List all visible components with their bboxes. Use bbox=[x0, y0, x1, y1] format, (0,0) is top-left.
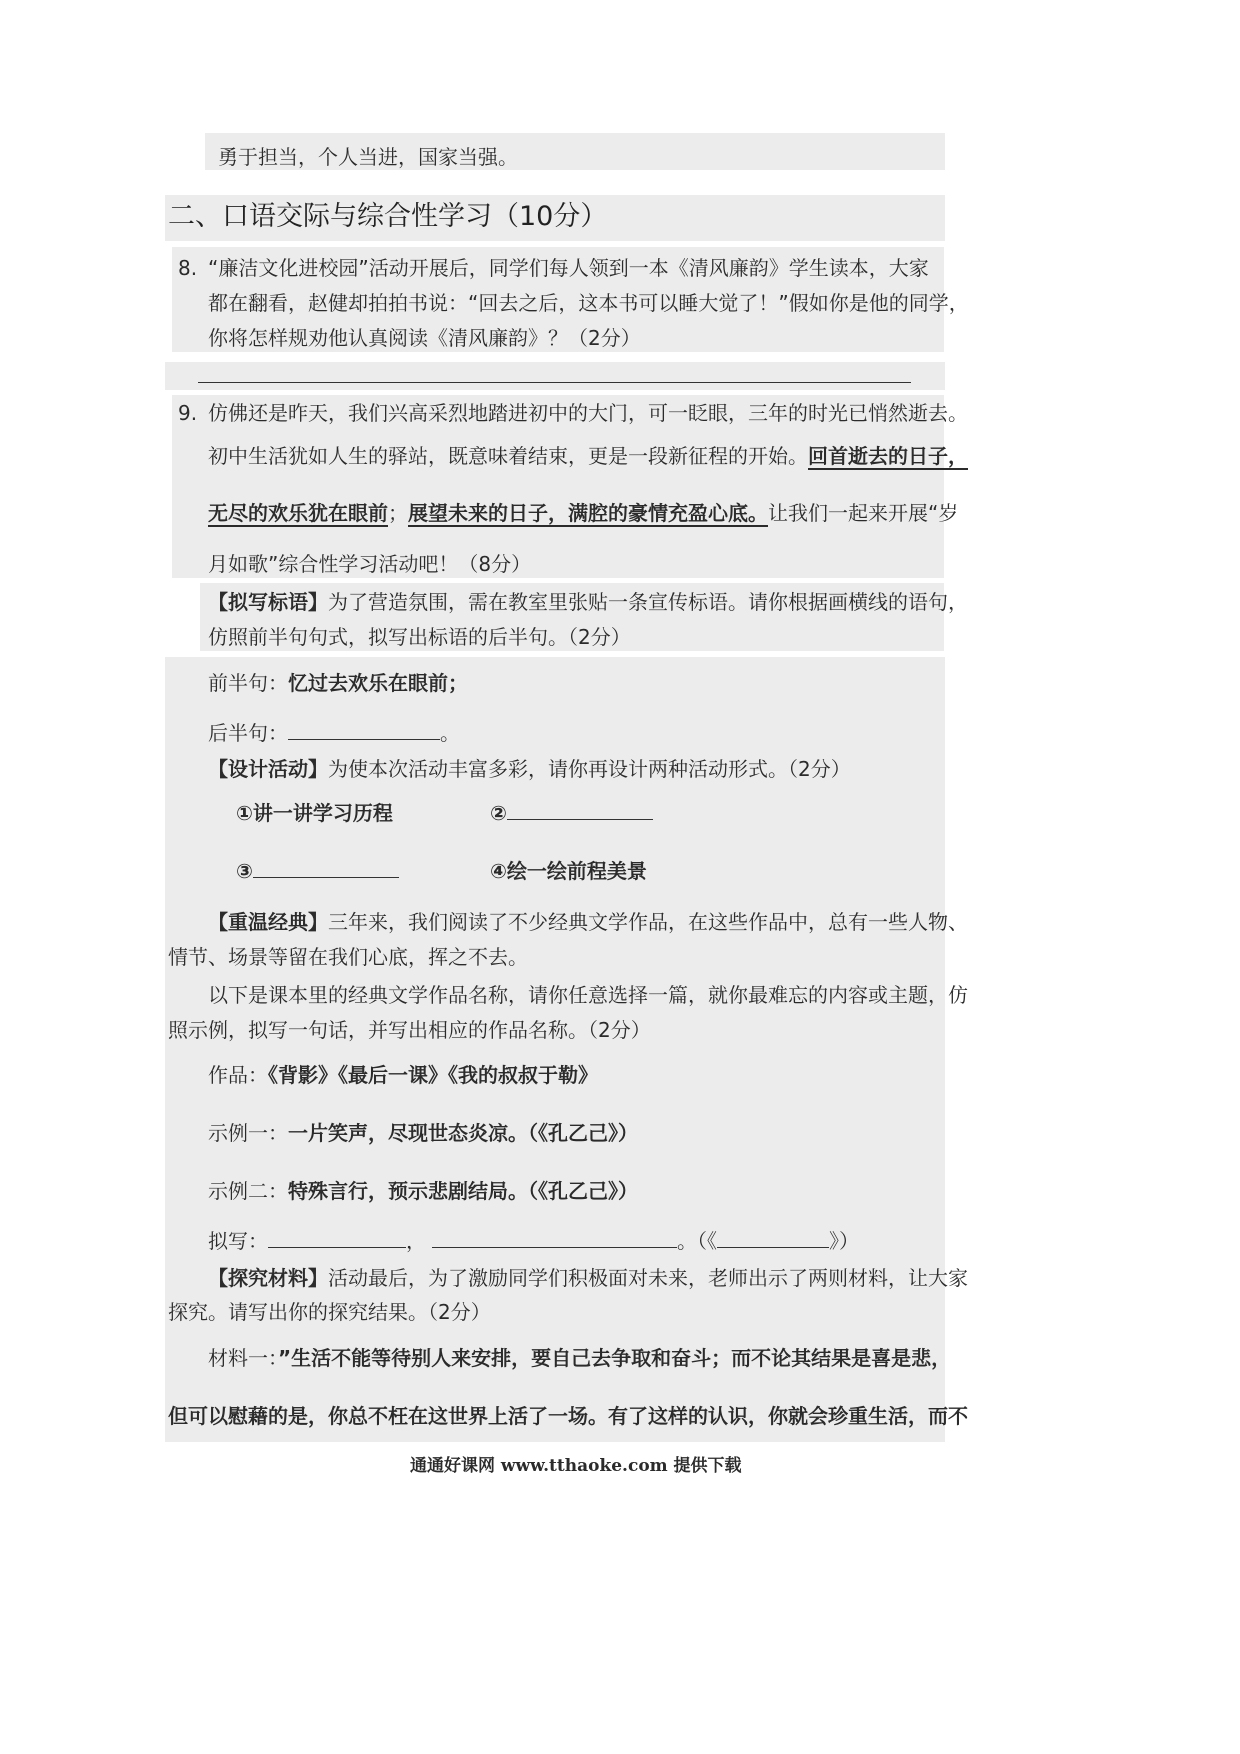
q9-line-3-text: 让我们一起来开展“岁 bbox=[768, 501, 959, 525]
material-1-label: 材料一： bbox=[208, 1346, 278, 1370]
q9-number: 9. bbox=[178, 401, 198, 425]
slogan-front-value: 忆过去欢乐在眼前； bbox=[288, 671, 468, 695]
classic-text-1: 三年来，我们阅读了不少经典文学作品，在这些作品中，总有一些人物、 bbox=[328, 910, 968, 934]
design-option-1: ①讲一讲学习历程 bbox=[236, 801, 393, 825]
section-title: 二、口语交际与综合性学习（10分） bbox=[168, 201, 608, 232]
classic-write-close: 》） bbox=[829, 1229, 859, 1253]
q8-line-1: “廉洁文化进校园”活动开展后，同学们每人领到一本《清风廉韵》学生读本，大家 bbox=[208, 256, 929, 280]
q9-line-2-text: 初中生活犹如人生的驿站，既意味着结束，更是一段新征程的开始。 bbox=[208, 444, 808, 468]
design-option-2-blank[interactable] bbox=[507, 801, 653, 820]
design-line bbox=[208, 756, 851, 782]
classic-write-blank-2[interactable] bbox=[432, 1229, 677, 1248]
design-option-3-label: ③ bbox=[236, 859, 253, 883]
classic-example-1 bbox=[208, 1120, 638, 1146]
classic-write-label: 拟写： bbox=[208, 1229, 268, 1253]
q8-line-3: 你将怎样规劝他认真阅读《清风廉韵》？（2分） bbox=[208, 326, 641, 350]
classic-line-3: 以下是课本里的经典文学作品名称，请你任意选择一篇，就你最难忘的内容或主题，仿 bbox=[208, 983, 968, 1007]
q8-answer-line[interactable] bbox=[198, 382, 911, 383]
classic-works-value: 《背影》《最后一课》《我的叔叔于勒》 bbox=[268, 1063, 598, 1087]
classic-example-2 bbox=[208, 1178, 638, 1204]
slogan-tag: 【拟写标语】 bbox=[208, 590, 328, 614]
intro-line: 勇于担当，个人当进，国家当强。 bbox=[218, 145, 518, 169]
explore-text-1: 活动最后，为了激励同学们积极面对未来，老师出示了两则材料，让大家 bbox=[328, 1266, 968, 1290]
page-footer: 通通好课网 www.tthaoke.com 提供下载 bbox=[410, 1456, 742, 1476]
design-option-3 bbox=[236, 858, 399, 884]
material-1-line-1 bbox=[208, 1345, 951, 1371]
slogan-text-1: 为了营造氛围，需在教室里张贴一条宣传标语。请你根据画横线的语句， bbox=[328, 590, 968, 614]
q9-line-3 bbox=[208, 500, 958, 526]
design-option-4: ④绘一绘前程美景 bbox=[490, 859, 647, 883]
classic-write-comma: ， bbox=[406, 1229, 426, 1253]
design-option-2 bbox=[490, 800, 653, 826]
slogan-front bbox=[208, 670, 468, 696]
q8-number: 8. bbox=[178, 256, 198, 280]
design-tag: 【设计活动】 bbox=[208, 757, 328, 781]
classic-write bbox=[208, 1228, 859, 1254]
q9-line-2 bbox=[208, 443, 968, 469]
shade-q8-answer bbox=[165, 362, 945, 390]
classic-line-1 bbox=[208, 909, 968, 935]
material-1-text-1: ”生活不能等待别人来安排，要自己去争取和奋斗；而不论其结果是喜是悲， bbox=[278, 1346, 952, 1370]
q9-line-1: 仿佛还是昨天，我们兴高采烈地踏进初中的大门，可一眨眼，三年的时光已悄然逝去。 bbox=[208, 401, 968, 425]
q9-line-4: 月如歌”综合性学习活动吧！（8分） bbox=[208, 552, 532, 576]
classic-works-label: 作品： bbox=[208, 1063, 268, 1087]
classic-line-4: 照示例，拟写一句话，并写出相应的作品名称。（2分） bbox=[168, 1018, 651, 1042]
classic-example-1-value: 一片笑声，尽现世态炎凉。（《孔乙己》） bbox=[288, 1121, 638, 1145]
classic-write-blank-1[interactable] bbox=[268, 1229, 406, 1248]
q9-underlined-phrase-3: 展望未来的日子，满腔的豪情充盈心底。 bbox=[408, 501, 768, 525]
classic-write-end: 。（ bbox=[677, 1229, 707, 1253]
slogan-back-label: 后半句： bbox=[208, 721, 288, 745]
slogan-back-end: 。 bbox=[440, 721, 460, 745]
slogan-back bbox=[208, 720, 460, 746]
design-text: 为使本次活动丰富多彩，请你再设计两种活动形式。（2分） bbox=[328, 757, 851, 781]
classic-example-2-label: 示例二： bbox=[208, 1179, 288, 1203]
q9-underlined-phrase-2: 无尽的欢乐犹在眼前 bbox=[208, 501, 388, 525]
design-option-2-label: ② bbox=[490, 801, 507, 825]
classic-line-2: 情节、场景等留在我们心底，挥之不去。 bbox=[168, 945, 528, 969]
material-1-line-2: 但可以慰藉的是，你总不枉在这世界上活了一场。有了这样的认识，你就会珍重生活，而不 bbox=[168, 1404, 968, 1428]
classic-write-blank-3[interactable] bbox=[717, 1229, 829, 1248]
explore-line-2: 探究。请写出你的探究结果。（2分） bbox=[168, 1300, 491, 1324]
classic-works bbox=[208, 1062, 598, 1088]
slogan-back-blank[interactable] bbox=[288, 721, 440, 740]
design-option-3-blank[interactable] bbox=[253, 859, 399, 878]
explore-line-1 bbox=[208, 1265, 968, 1291]
classic-tag: 【重温经典】 bbox=[208, 910, 328, 934]
q9-underlined-phrase-1: 回首逝去的日子， bbox=[808, 444, 968, 468]
slogan-line-2: 仿照前半句句式，拟写出标语的后半句。（2分） bbox=[208, 625, 631, 649]
slogan-front-label: 前半句： bbox=[208, 671, 288, 695]
explore-tag: 【探究材料】 bbox=[208, 1266, 328, 1290]
q8-line-2: 都在翻看，赵健却拍拍书说：“回去之后，这本书可以睡大觉了！”假如你是他的同学， bbox=[208, 291, 969, 315]
slogan-line-1 bbox=[208, 589, 968, 615]
classic-example-1-label: 示例一： bbox=[208, 1121, 288, 1145]
classic-write-open: 《 bbox=[707, 1229, 717, 1253]
q9-separator: ； bbox=[388, 501, 408, 525]
classic-example-2-value: 特殊言行，预示悲剧结局。（《孔乙己》） bbox=[288, 1179, 638, 1203]
